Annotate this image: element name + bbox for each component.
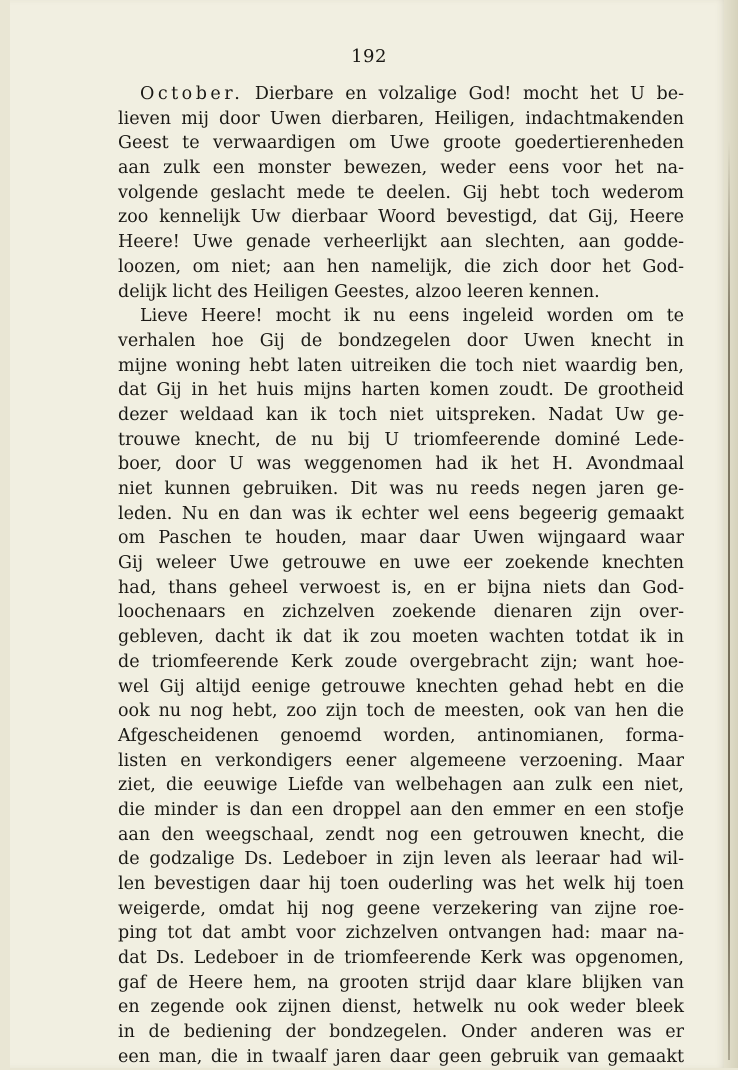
- text-line: aan den weegschaal, zendt nog een getrouwen knecht, die: [118, 824, 684, 845]
- text-line: dat Ds. Ledeboer in de triomfeerende Kerk was opgenomen,: [118, 948, 684, 969]
- text-line: gebleven, dacht ik dat ik zou moeten wachten totdat ik in: [118, 627, 684, 648]
- text-line: delijk licht des Heiligen Geestes, alzoo leeren kennen.: [118, 281, 600, 302]
- text-line: len bevestigen daar hij toen ouderling was het welk hij toen: [118, 874, 684, 894]
- text-line: listen en verkondigers eener algemeene verzoening. Maar: [118, 750, 684, 771]
- text-line: in de bediening der bondzegelen. Onder anderen was er: [118, 1022, 684, 1043]
- text-line: de triomfeerende Kerk zoude overgebracht zijn; want hoe-: [118, 651, 684, 672]
- text-line: aan zulk een monster bewezen, weder eens voor het na-: [118, 158, 684, 179]
- text-line: verhalen hoe Gij de bondzegelen door Uwen knecht in: [118, 330, 684, 351]
- text-line: Afgescheidenen genoemd worden, antinomianen, forma-: [118, 725, 684, 746]
- text-line: dat Gij in het huis mijns harten komen zoudt. De grootheid: [118, 380, 684, 401]
- text-line: gaf de Heere hem, na grooten strijd daar klare blijken van: [118, 972, 684, 993]
- text-line: Gij weleer Uwe getrouwe en uwe eer zoekende knechten: [118, 553, 684, 574]
- body-text: [118, 82, 684, 1070]
- text-line: loochenaars en zichzelven zoekende dienaren zijn over-: [118, 602, 684, 623]
- text-line: Geest te verwaardigen om Uwe groote goedertierenheden: [118, 133, 684, 154]
- text-line: boer, door U was weggenomen had ik het H. Avondmaal: [118, 454, 684, 475]
- text-line: wel Gij altijd eenige getrouwe knechten gehad hebt en die: [118, 676, 684, 697]
- text-line: leden. Nu en dan was ik echter wel eens begeerig gemaakt: [118, 503, 684, 524]
- date-heading: October.: [140, 84, 244, 104]
- text-line: lieven mij door Uwen dierbaren, Heiligen, indachtmakenden: [118, 108, 684, 129]
- text-line: [118, 82, 684, 107]
- text-line: ziet, die eeuwige Liefde van welbehagen aan zulk een niet,: [118, 775, 684, 796]
- page-edge: [724, 0, 738, 1068]
- text-line: die minder is dan een droppel aan den emmer en een stofje: [118, 799, 684, 820]
- text-line: Lieve Heere! mocht ik nu eens ingeleid worden om te: [140, 306, 684, 327]
- text-line: volgende geslacht mede te deelen. Gij hebt toch wederom: [118, 182, 684, 203]
- text-line: een man, die in twaalf jaren daar geen gebruik van gemaakt: [118, 1046, 684, 1067]
- text-line: Heere! Uwe genade verheerlijkt aan slechten, aan godde-: [118, 232, 684, 253]
- text-line: om Paschen te houden, maar daar Uwen wijngaard waar: [118, 528, 684, 549]
- text-line: loozen, om niet; aan hen namelijk, die zich door het God-: [118, 256, 684, 277]
- text-line: ping tot dat ambt voor zichzelven ontvangen had: maar na-: [118, 923, 684, 944]
- text-line: zoo kennelijk Uw dierbaar Woord bevestigd, dat Gij, Heere: [118, 207, 684, 228]
- text-line: dezer weldaad kan ik toch niet uitspreken. Nadat Uw ge-: [118, 404, 684, 425]
- text-line: weigerde, omdat hij nog geene verzekering van zijne roe-: [118, 898, 684, 919]
- text-line: niet kunnen gebruiken. Dit was nu reeds negen jaren ge-: [118, 479, 684, 499]
- text-line: de godzalige Ds. Ledeboer in zijn leven als leeraar had wil-: [118, 849, 684, 870]
- text-line: en zegende ook zijnen dienst, hetwelk nu ook weder bleek: [118, 997, 684, 1018]
- text-line: ook nu nog hebt, zoo zijn toch de meesten, ook van hen die: [118, 701, 684, 722]
- line-text: Dierbare en volzalige God! mocht het U be-: [243, 84, 684, 104]
- page-number: 192: [351, 46, 387, 67]
- text-line: had, thans geheel verwoest is, en er bijna niets dan God-: [118, 577, 684, 598]
- text-line: trouwe knecht, de nu bij U triomfeerende dominé Lede-: [118, 429, 684, 450]
- text-line: mijne woning hebt laten uitreiken die toch niet waardig ben,: [118, 355, 684, 376]
